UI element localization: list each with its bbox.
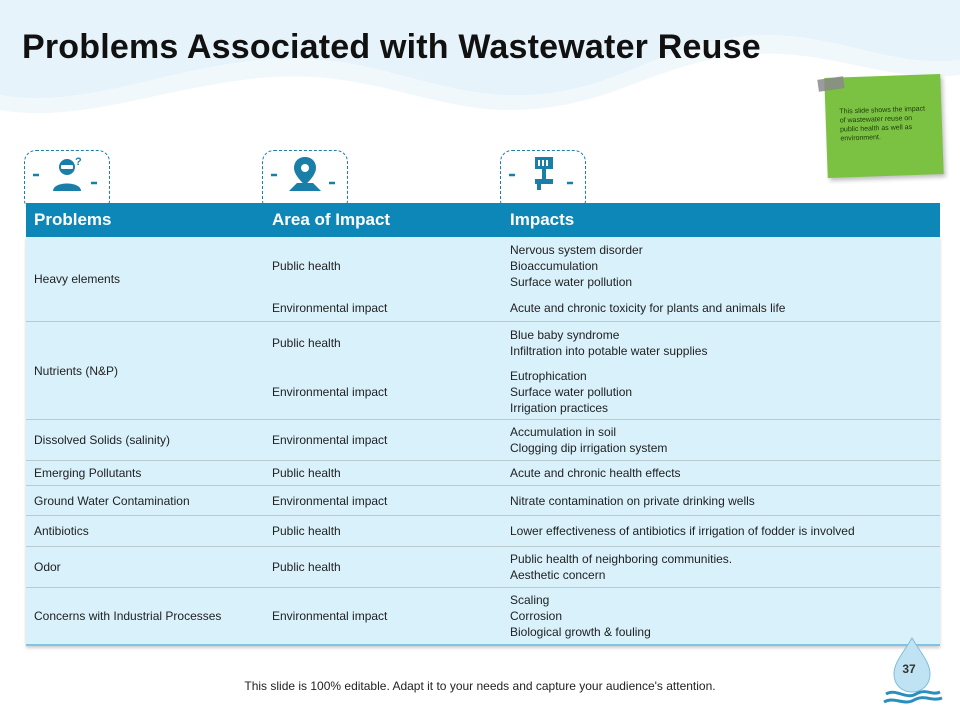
impacts-cell: [502, 523, 940, 539]
header-impacts: Impacts: [510, 210, 575, 229]
table-header: [26, 203, 940, 237]
area-cell: Public health: [272, 259, 341, 273]
impacts-cell: [502, 551, 940, 583]
area-cell: Public health: [272, 336, 341, 350]
impacts-cell: [502, 368, 940, 416]
impact-line: Scaling: [510, 593, 550, 607]
area-cell: Environmental impact: [272, 301, 388, 315]
problem-cell: Ground Water Contamination: [34, 493, 190, 508]
water-pipe-icon: [501, 151, 585, 211]
sticky-note-text: This slide shows the impact of wastewater reuse on public health as well as environment.: [839, 105, 926, 143]
table-row: [26, 588, 940, 646]
page-title: Problems Associated with Wastewater Reuse: [22, 28, 761, 66]
impact-line: Corrosion: [510, 609, 563, 623]
person-question-icon: [25, 151, 109, 211]
impact-line: Aesthetic concern: [510, 568, 606, 582]
table-row: [26, 516, 940, 547]
background-wave: [0, 0, 960, 150]
area-cell: Public health: [272, 466, 341, 480]
location-pin-icon: [263, 151, 347, 211]
impact-line: Surface water pollution: [510, 275, 633, 289]
impact-line: Nervous system disorder: [510, 243, 643, 257]
impacts-cell: [502, 465, 940, 481]
impact-line: Accumulation in soil: [510, 425, 617, 439]
impact-line: Irrigation practices: [510, 400, 609, 415]
sticky-note: [824, 74, 943, 178]
impact-line: Clogging dip irrigation system: [510, 441, 668, 455]
header-area-of-impact: Area of Impact: [272, 210, 391, 229]
problems-table: [26, 203, 940, 646]
impacts-cell: [502, 493, 940, 509]
impact-line: Infiltration into potable water supplies: [510, 344, 708, 358]
problem-cell: Dissolved Solids (salinity): [34, 433, 171, 447]
area-cell: Environmental impact: [272, 609, 388, 623]
area-cell: Environmental impact: [272, 493, 388, 508]
table-row: [26, 547, 940, 588]
area-cell: Public health: [272, 524, 341, 538]
problem-cell: Emerging Pollutants: [34, 466, 142, 480]
impact-line: Eutrophication: [510, 368, 587, 383]
impacts-cell: [502, 424, 940, 456]
header-problems: Problems: [34, 210, 112, 229]
impacts-cell: [502, 592, 940, 640]
impact-line: Public health of neighboring communities.: [510, 552, 733, 566]
table-row: [26, 486, 940, 516]
impact-line: Surface water pollution: [510, 384, 633, 399]
impact-line: Acute and chronic toxicity for plants and animals life: [510, 301, 786, 315]
table-row: [26, 237, 940, 322]
problem-cell: Heavy elements: [34, 272, 121, 286]
problem-cell: Nutrients (N&P): [34, 363, 119, 378]
area-cell: Environmental impact: [272, 433, 388, 447]
page-number: 37: [902, 662, 916, 676]
problem-cell: Antibiotics: [34, 524, 89, 538]
impact-line: Acute and chronic health effects: [510, 466, 681, 480]
impact-line: Bioaccumulation: [510, 259, 599, 273]
impacts-cell: [502, 327, 940, 359]
impacts-cell: [502, 242, 940, 290]
area-cell: Environmental impact: [272, 384, 388, 399]
impact-line: Lower effectiveness of antibiotics if irrigation of fodder is involved: [510, 524, 855, 538]
impact-line: Nitrate contamination on private drinking wells: [510, 493, 755, 508]
impact-line: Biological growth & fouling: [510, 625, 651, 639]
impact-line: Blue baby syndrome: [510, 328, 620, 342]
impacts-cell: [502, 300, 940, 316]
table-row: [26, 420, 940, 461]
problem-cell: Concerns with Industrial Processes: [34, 609, 222, 623]
table-row: [26, 461, 940, 486]
table-row: [26, 322, 940, 420]
table-body: [26, 237, 940, 646]
footer-text: This slide is 100% editable. Adapt it to your needs and capture your audience's attention.: [244, 679, 716, 693]
area-cell: Public health: [272, 560, 341, 574]
problem-cell: Odor: [34, 560, 61, 574]
svg-text:?: ?: [75, 156, 82, 168]
